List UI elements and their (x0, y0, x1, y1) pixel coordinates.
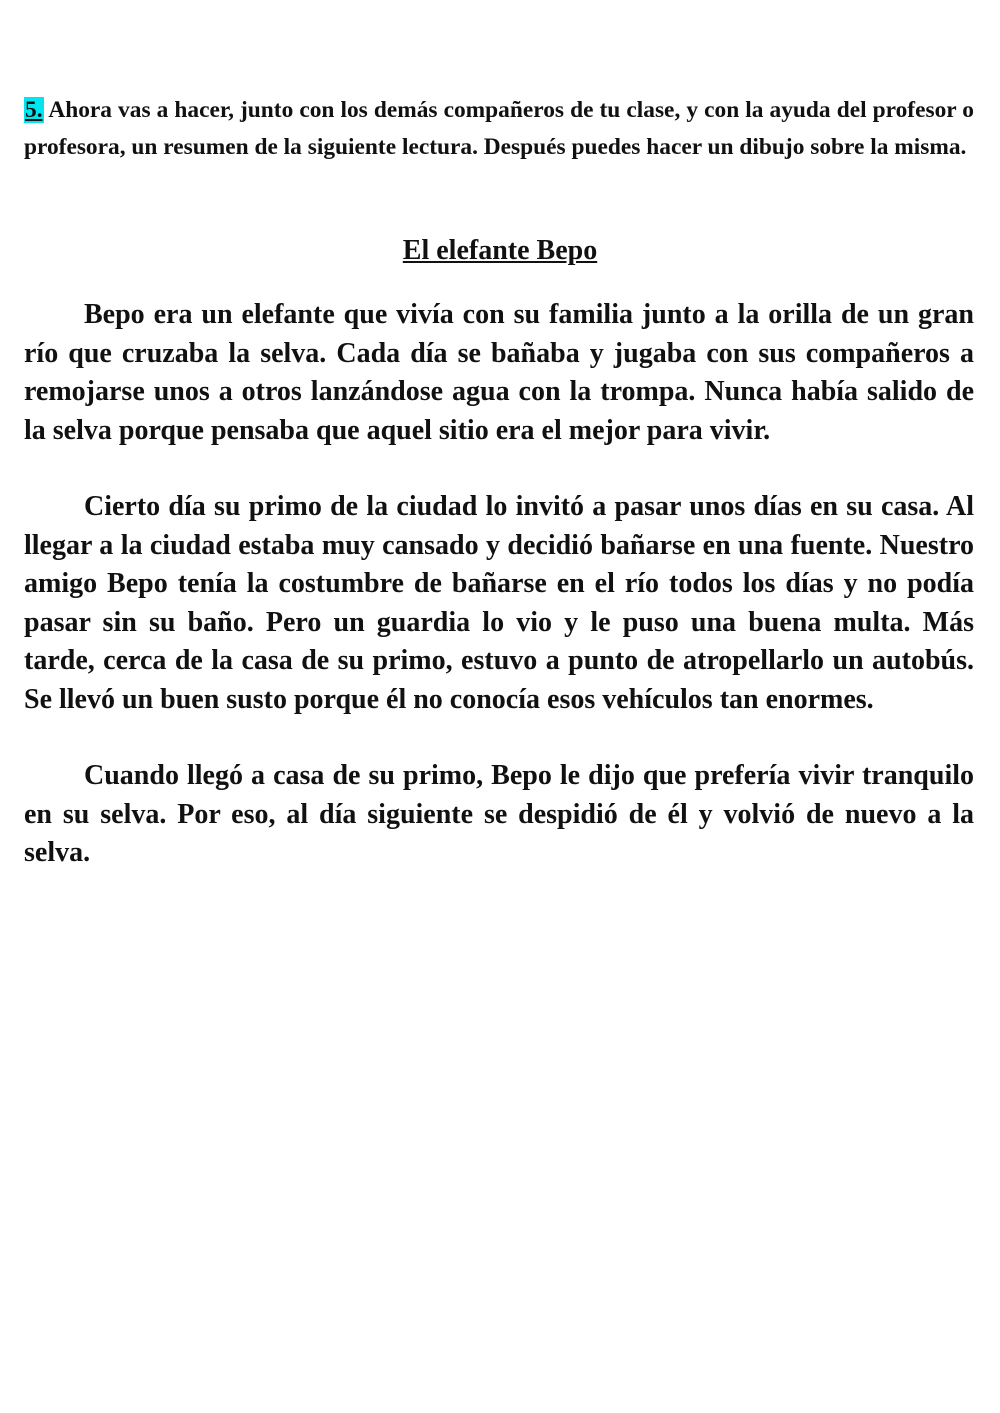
instruction-text: Ahora vas a hacer, junto con los demás compañeros de tu clase, y con la ayuda del profesor o profesora, un resumen de la siguiente lectura. Después puedes hacer un dibujo sobre la misma. (24, 97, 974, 160)
exercise-number: 5. (25, 97, 43, 123)
story-paragraph-1: Bepo era un elefante que vivía con su familia junto a la orilla de un gran río que cruzaba la selva. Cada día se bañaba y jugaba con sus compañeros a remojarse unos a otros lanzándose agua con la trompa. Nunca había salido de la selva porque pensaba que aquel sitio era el mejor para vivir. (24, 299, 974, 446)
worksheet-page (24, 92, 974, 873)
story-paragraph-2: Cierto día su primo de la ciudad lo invitó a pasar unos días en su casa. Al llegar a la ciudad estaba muy cansado y decidió bañarse en una fuente. Nuestro amigo Bepo tenía la costumbre de bañarse en el río todos los días y no podía pasar sin su baño. Pero un guardia lo vio y le puso una buena multa. Más tarde, cerca de la casa de su primo, estuvo a punto de atropellarlo un autobús. Se llevó un buen susto porque él no conocía esos vehículos tan enormes. (24, 491, 974, 715)
exercise-instruction (24, 92, 974, 166)
story-paragraph-3: Cuando llegó a casa de su primo, Bepo le dijo que prefería vivir tranquilo en su selva. Por eso, al día siguiente se despidió de él y volvió de nuevo a la selva. (24, 760, 974, 868)
story-title: El elefante Bepo (402, 235, 598, 266)
